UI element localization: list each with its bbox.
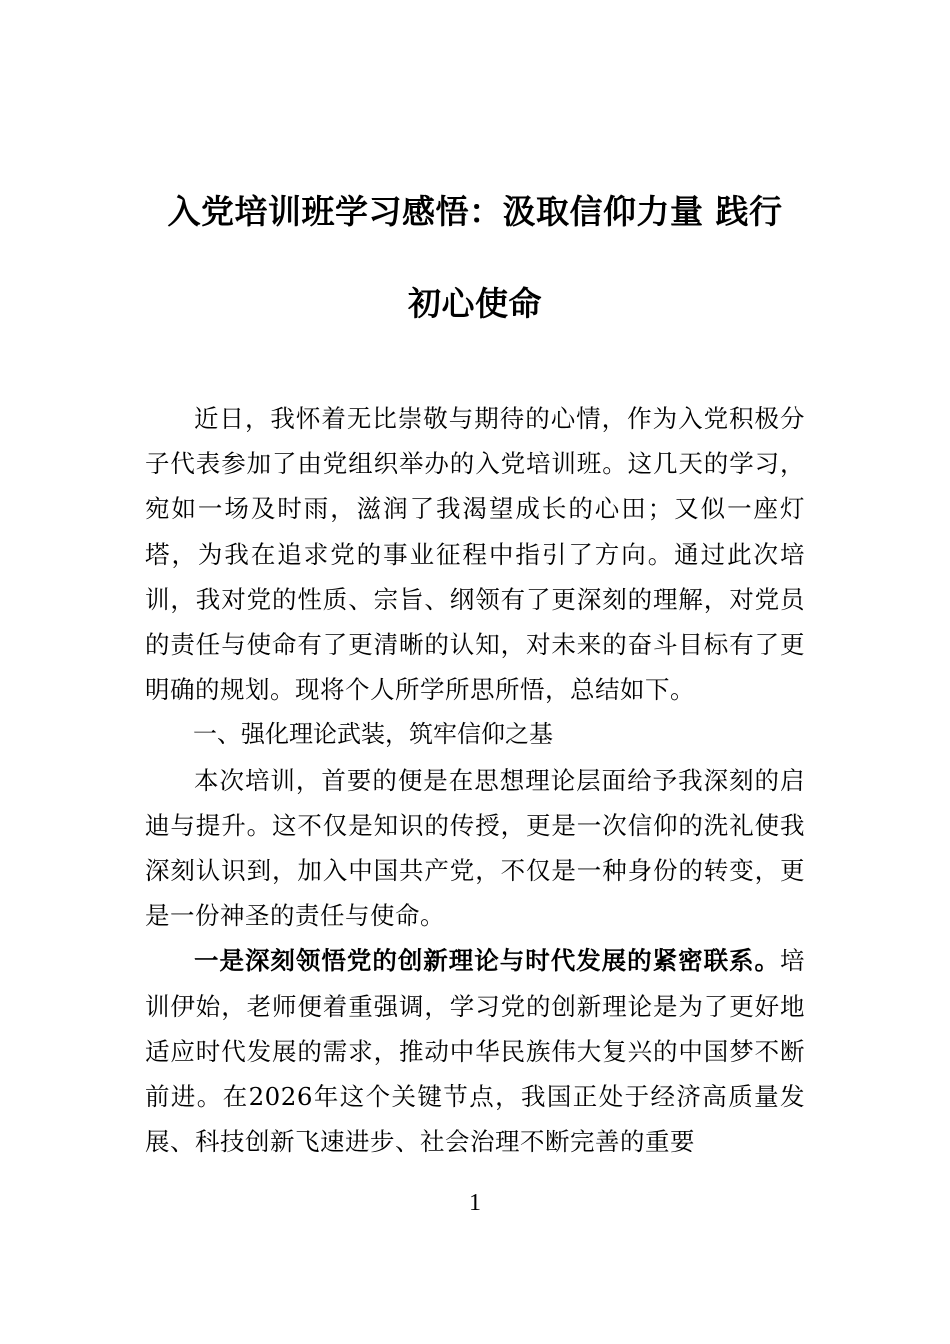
- title-line-2: 初心使命: [408, 284, 542, 323]
- point-text: 培训伊始，老师便着重强调，学习党的创新理论是为了更好地适应时代发展的需求，推动中华民族伟大复兴的中国梦不断前进。在2026年这个关键节点，我国正处于经济高质量发展、科技创新飞速进步、社会治理不断完善的重要: [145, 946, 805, 1157]
- intro-paragraph: 近日，我怀着无比崇敬与期待的心情，作为入党积极分子代表参加了由党组织举办的入党培训班。这几天的学习，宛如一场及时雨，滋润了我渴望成长的心田；又似一座灯塔，为我在追求党的事业征程中指引了方向。通过此次培训，我对党的性质、宗旨、纲领有了更深刻的理解，对党员的责任与使命有了更清晰的认知，对未来的奋斗目标有了更明确的规划。现将个人所学所思所悟，总结如下。: [145, 404, 805, 705]
- document-body: [145, 396, 805, 1164]
- section-paragraph: 本次培训，首要的便是在思想理论层面给予我深刻的启迪与提升。这不仅是知识的传授，更是一次信仰的洗礼使我深刻认识到，加入中国共产党，不仅是一种身份的转变，更是一份神圣的责任与使命。: [145, 765, 805, 931]
- document-title: [145, 166, 805, 350]
- point-paragraph: [145, 938, 805, 1164]
- page-number: 1: [469, 1190, 481, 1216]
- point-lead: 一是深刻领悟党的创新理论与时代发展的紧密联系。: [194, 946, 780, 976]
- section-heading: 一、强化理论武装，筑牢信仰之基: [193, 720, 553, 749]
- title-line-1: 入党培训班学习感悟：汲取信仰力量 践行: [167, 192, 783, 231]
